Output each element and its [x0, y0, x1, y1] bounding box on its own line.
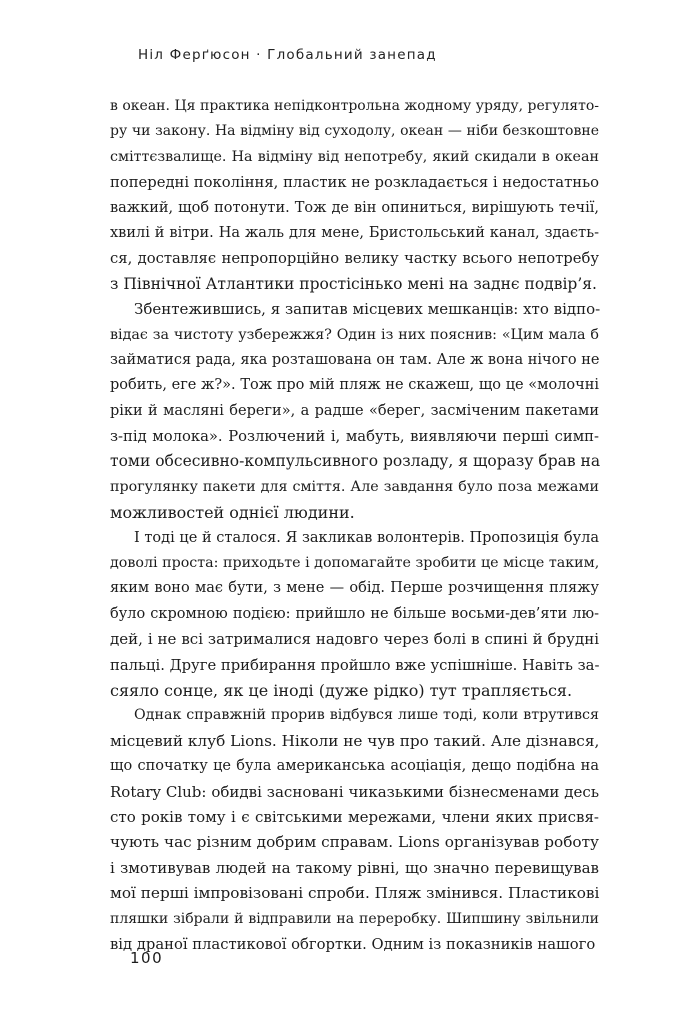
text-line: пальці. Друге прибирання пройшло вже успішніше. Навіть за-	[110, 656, 600, 674]
text-line: з-під молока». Розлючений і, мабуть, виявляючи перші симп-	[110, 428, 599, 446]
text-line: яким воно має бути, з мене — обід. Перше розчищення пляжу	[110, 580, 599, 597]
text-line: займатися рада, яка розташована он там. Але ж вона нічого не	[110, 351, 600, 368]
text-line: пляшки зібрали й відправили на переробку. Шипшину звільнили	[110, 910, 599, 927]
text-line: доволі проста: приходьте і допомагайте зробити це місце таким,	[110, 555, 600, 572]
text-line: сто років тому і є світськими мережами, члени яких присвя-	[110, 807, 599, 826]
text-line: мої перші імпровізовані спроби. Пляж змінився. Пластикові	[110, 884, 600, 903]
text-line: було скромною подією: прийшло не більше восьми-дев’яти лю-	[110, 605, 599, 622]
paragraph	[110, 526, 599, 704]
text-line: сміттєзвалище. На відміну від непотребу, який скидали в океан	[110, 148, 599, 165]
paragraph	[110, 94, 599, 297]
text-line: відає за чистоту узбережжя? Один із них пояснив: «Цим мала б	[110, 326, 599, 343]
text-line: можливостей однієї людини.	[110, 503, 355, 523]
paragraph	[110, 297, 599, 526]
text-line: ріки й масляні береги», а радше «берег, засміченим пакетами	[110, 402, 599, 419]
text-line: Збентежившись, я запитав місцевих мешканців: хто відпо-	[134, 300, 601, 319]
text-line: ру чи закону. На відміну від суходолу, океан — ніби безкоштовне	[110, 123, 599, 140]
text-line: прогулянку пакети для сміття. Але завдання було поза межами	[110, 478, 599, 495]
text-line: чують час різним добрим справам. Lions організував роботу	[110, 833, 599, 852]
page-number: 100	[130, 949, 164, 967]
text-line: з Північної Атлантики простісінько мені на заднє подвір’я.	[110, 274, 597, 293]
text-line: і змотивував людей на такому рівні, що значно перевищував	[110, 858, 599, 877]
text-line: томи обсесивно-компульсивного розладу, я щоразу брав на	[110, 452, 601, 471]
text-line: І тоді це й сталося. Я закликав волонтерів. Пропозиція була	[134, 529, 599, 546]
text-line: хвилі й вітри. На жаль для мене, Бристольський канал, здаєть-	[110, 224, 599, 241]
paragraph	[110, 703, 599, 957]
text-line: в океан. Ця практика непідконтрольна жодному уряду, регулято-	[110, 98, 599, 114]
text-line: робить, еге ж?». Тож про мій пляж не скажеш, що це «молочні	[110, 377, 599, 394]
text-line: важкий, щоб потонути. Тож де він опиниться, вирішують течії,	[110, 199, 599, 216]
text-line: місцевий клуб Lions. Ніколи не чув про такий. Але дізнався,	[110, 731, 600, 750]
text-line: дей, і не всі затрималися надовго через болі в спині й брудні	[110, 630, 599, 649]
text-line: сяяло сонце, як це іноді (дуже рідко) тут трапляється.	[110, 680, 573, 700]
body-text	[110, 94, 599, 957]
text-line: що спочатку це була американська асоціація, дещо подібна на	[110, 758, 599, 775]
text-line: ся, доставляє непропорційно велику частку всього непотребу	[110, 250, 599, 268]
text-line: попередні покоління, пластик не розкладається і недостатньо	[110, 174, 599, 192]
running-head: Ніл Ферґюсон · Глобальний занепад	[138, 47, 437, 63]
text-line: Однак справжній прорив відбувся лише тоді, коли втрутився	[134, 707, 599, 724]
text-line: Rotary Club: обидві засновані чиказькими бізнесменами десь	[110, 782, 599, 801]
text-line: від драної пластикової обгортки. Одним із показників нашого	[110, 935, 596, 953]
